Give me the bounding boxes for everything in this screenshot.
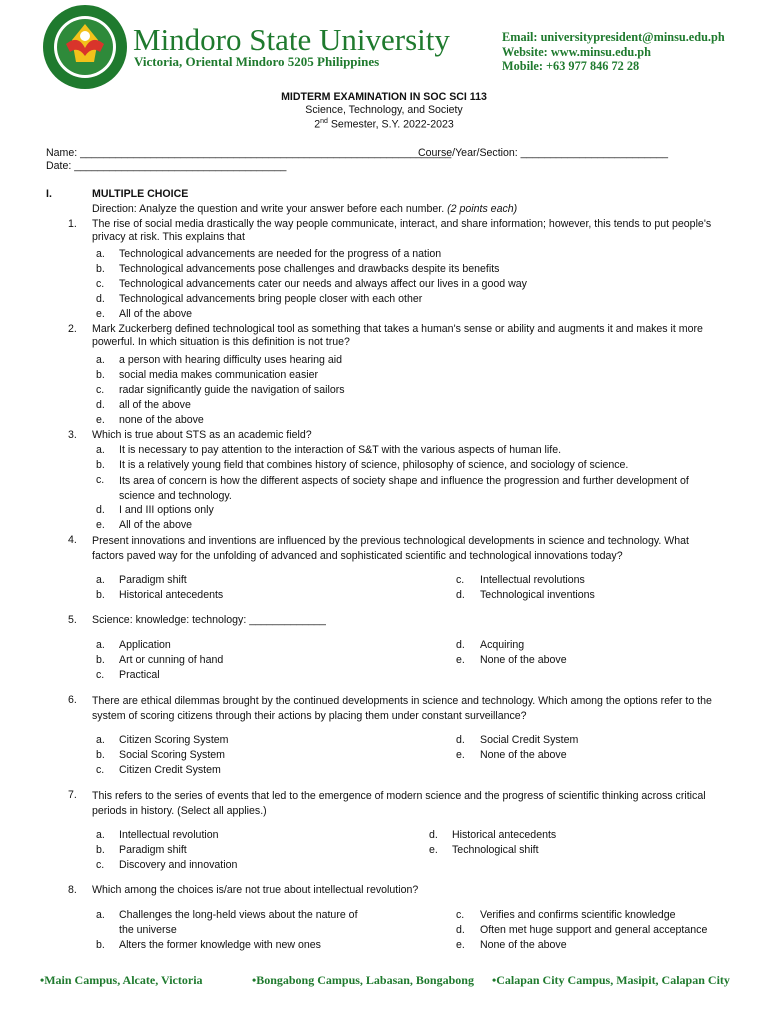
option-letter: b. [96, 844, 105, 856]
option-letter: d. [456, 734, 465, 746]
contact-email: Email: universitypresident@minsu.edu.ph [502, 30, 725, 44]
option-text: Technological advancements are needed for the progress of a nation [119, 248, 442, 260]
question-number: 5. [68, 614, 77, 626]
exam-title: MIDTERM EXAMINATION IN SOC SCI 113 [281, 91, 487, 103]
question-text: Which among the choices is/are not true about intellectual revolution? [92, 884, 419, 896]
section-numeral: I. [46, 188, 52, 200]
option-text: Citizen Credit System [119, 764, 221, 776]
question-number: 2. [68, 323, 77, 335]
option-letter: b. [96, 263, 105, 275]
date-field[interactable]: Date: ____________________________________ [46, 160, 287, 172]
option-letter: b. [96, 939, 105, 951]
option-letter: d. [456, 924, 465, 936]
option-text: Application [119, 639, 171, 651]
exam-semester: 2nd Semester, S.Y. 2022-2023 [314, 118, 454, 131]
footer-campus-bongabong: •Bongabong Campus, Labasan, Bongabong [252, 973, 474, 987]
option-letter: e. [96, 414, 105, 426]
option-text: It is necessary to pay attention to the interaction of S&T with the various aspects of human life. [119, 444, 562, 456]
option-text: Intellectual revolutions [480, 574, 585, 586]
option-letter: a. [96, 639, 105, 651]
exam-subject: Science, Technology, and Society [305, 103, 463, 116]
option-text: Art or cunning of hand [119, 654, 224, 666]
option-letter: d. [456, 639, 465, 651]
option-letter: a. [96, 734, 105, 746]
option-letter: d. [429, 829, 438, 841]
option-text: I and III options only [119, 504, 214, 516]
option-letter: e. [429, 844, 438, 856]
option-letter: d. [96, 399, 105, 411]
question-text: The rise of social media drastically the way people communicate, interact, and share information; however, this tends to put people's privacy at risk. This explains that [92, 218, 712, 243]
option-text: Historical antecedents [119, 589, 224, 601]
option-text: Verifies and confirms scientific knowledge [480, 909, 676, 921]
exam-title-block [0, 91, 768, 131]
option-text: Technological inventions [480, 589, 595, 601]
question-text: Present innovations and inventions are influenced by the previous technological developments in science and technology. What factors paved way for the unfolding of advanced and sophisticated scientific and technological innovations today? [92, 535, 689, 562]
option-letter: c. [96, 859, 105, 871]
option-text: none of the above [119, 414, 204, 426]
contact-website: Website: www.minsu.edu.ph [502, 44, 651, 59]
university-address: Victoria, Oriental Mindoro 5205 Philippines [134, 54, 380, 69]
option-text: Paradigm shift [119, 844, 187, 856]
option-letter: b. [96, 654, 105, 666]
option-letter: e. [96, 519, 105, 531]
option-letter: a. [96, 248, 105, 260]
option-text: Intellectual revolution [119, 829, 219, 841]
footer-campus-main: •Main Campus, Alcate, Victoria [40, 973, 203, 987]
option-text: Often met huge support and general acceptance [480, 924, 708, 936]
contact-mobile: Mobile: +63 977 846 72 28 [502, 59, 640, 73]
question-text: Which is true about STS as an academic field? [92, 429, 312, 441]
option-text: None of the above [480, 654, 567, 666]
option-text: all of the above [119, 399, 191, 411]
option-letter: e. [456, 939, 465, 951]
option-letter: a. [96, 829, 105, 841]
option-letter: d. [456, 589, 465, 601]
question-text: Mark Zuckerberg defined technological tool as something that takes a human's sense or ability and augments it and makes it more powerful. In which situation is this definition is not true? [92, 323, 703, 348]
question-text: This refers to the series of events that led to the emergence of modern science and the progress of scientific thinking across critical periods in history. (Select all applies.) [92, 790, 706, 817]
option-letter: a. [96, 354, 105, 366]
option-text: Paradigm shift [119, 574, 187, 586]
question-text: Science: knowledge: technology: _____________ [92, 614, 326, 626]
option-letter: a. [96, 574, 105, 586]
question-number: 6. [68, 694, 77, 706]
course-field[interactable]: Course/Year/Section: _________________________ [418, 147, 668, 159]
question-text: There are ethical dilemmas brought by the continued developments in science and technology. Which among the options refer to the system of scoring citizens through their actions by placing them under constant surveillance? [92, 695, 712, 722]
option-letter: c. [96, 384, 105, 396]
option-letter: e. [96, 308, 105, 320]
option-letter: b. [96, 749, 105, 761]
university-seal-icon [42, 4, 128, 90]
option-text: Technological shift [452, 844, 539, 856]
option-text: Acquiring [480, 639, 525, 651]
option-text: Technological advancements bring people closer with each other [119, 293, 423, 305]
option-text: Practical [119, 669, 160, 681]
option-text: Citizen Scoring System [119, 734, 229, 746]
option-letter: c. [456, 574, 465, 586]
section-title: MULTIPLE CHOICE [92, 188, 189, 200]
option-letter: e. [456, 654, 465, 666]
option-text: None of the above [480, 749, 567, 761]
option-letter: c. [96, 764, 105, 776]
question-number: 4. [68, 534, 77, 546]
question-number: 3. [68, 429, 77, 441]
option-text: Challenges the long-held views about the nature of [119, 909, 358, 921]
option-letter: c. [456, 909, 465, 921]
contact-info [502, 30, 725, 74]
option-text: Alters the former knowledge with new ones [119, 939, 321, 951]
footer-campus-calapan: •Calapan City Campus, Masipit, Calapan City [492, 973, 730, 987]
option-text: Its area of concern is how the different aspects of society shape and influence the progression and further development of science and technology. [119, 475, 689, 502]
question-number: 8. [68, 884, 77, 896]
option-text-continued: the universe [119, 924, 177, 936]
option-text: All of the above [119, 519, 193, 531]
option-text: Technological advancements cater our needs and always affect our lives in a good way [119, 278, 527, 290]
question-number: 7. [68, 789, 77, 801]
university-name: Mindoro State University [133, 22, 450, 57]
option-text: a person with hearing difficulty uses hearing aid [119, 354, 342, 366]
option-text: It is a relatively young field that combines history of science, philosophy of science, and sociology of science. [119, 459, 629, 471]
option-text: None of the above [480, 939, 567, 951]
option-text: Technological advancements pose challenges and drawbacks despite its benefits [119, 263, 500, 275]
option-text: Social Credit System [480, 734, 579, 746]
option-letter: e. [456, 749, 465, 761]
section-direction: Direction: Analyze the question and write your answer before each number. (2 points each) [92, 203, 518, 215]
option-letter: d. [96, 293, 105, 305]
option-letter: a. [96, 444, 105, 456]
option-letter: b. [96, 459, 105, 471]
option-text: social media makes communication easier [119, 369, 319, 381]
question-number: 1. [68, 218, 77, 230]
name-field[interactable]: Name: _______________________________________________________________ [46, 147, 452, 159]
option-letter: d. [96, 504, 105, 516]
option-text: Historical antecedents [452, 829, 557, 841]
option-letter: a. [96, 909, 105, 921]
option-letter: c. [96, 278, 105, 290]
option-letter: b. [96, 369, 105, 381]
option-text: Discovery and innovation [119, 859, 238, 871]
option-text: All of the above [119, 308, 193, 320]
option-text: radar significantly guide the navigation of sailors [119, 384, 345, 396]
option-letter: c. [96, 669, 105, 681]
option-letter: c. [96, 474, 105, 486]
option-letter: b. [96, 589, 105, 601]
option-text: Social Scoring System [119, 749, 225, 761]
